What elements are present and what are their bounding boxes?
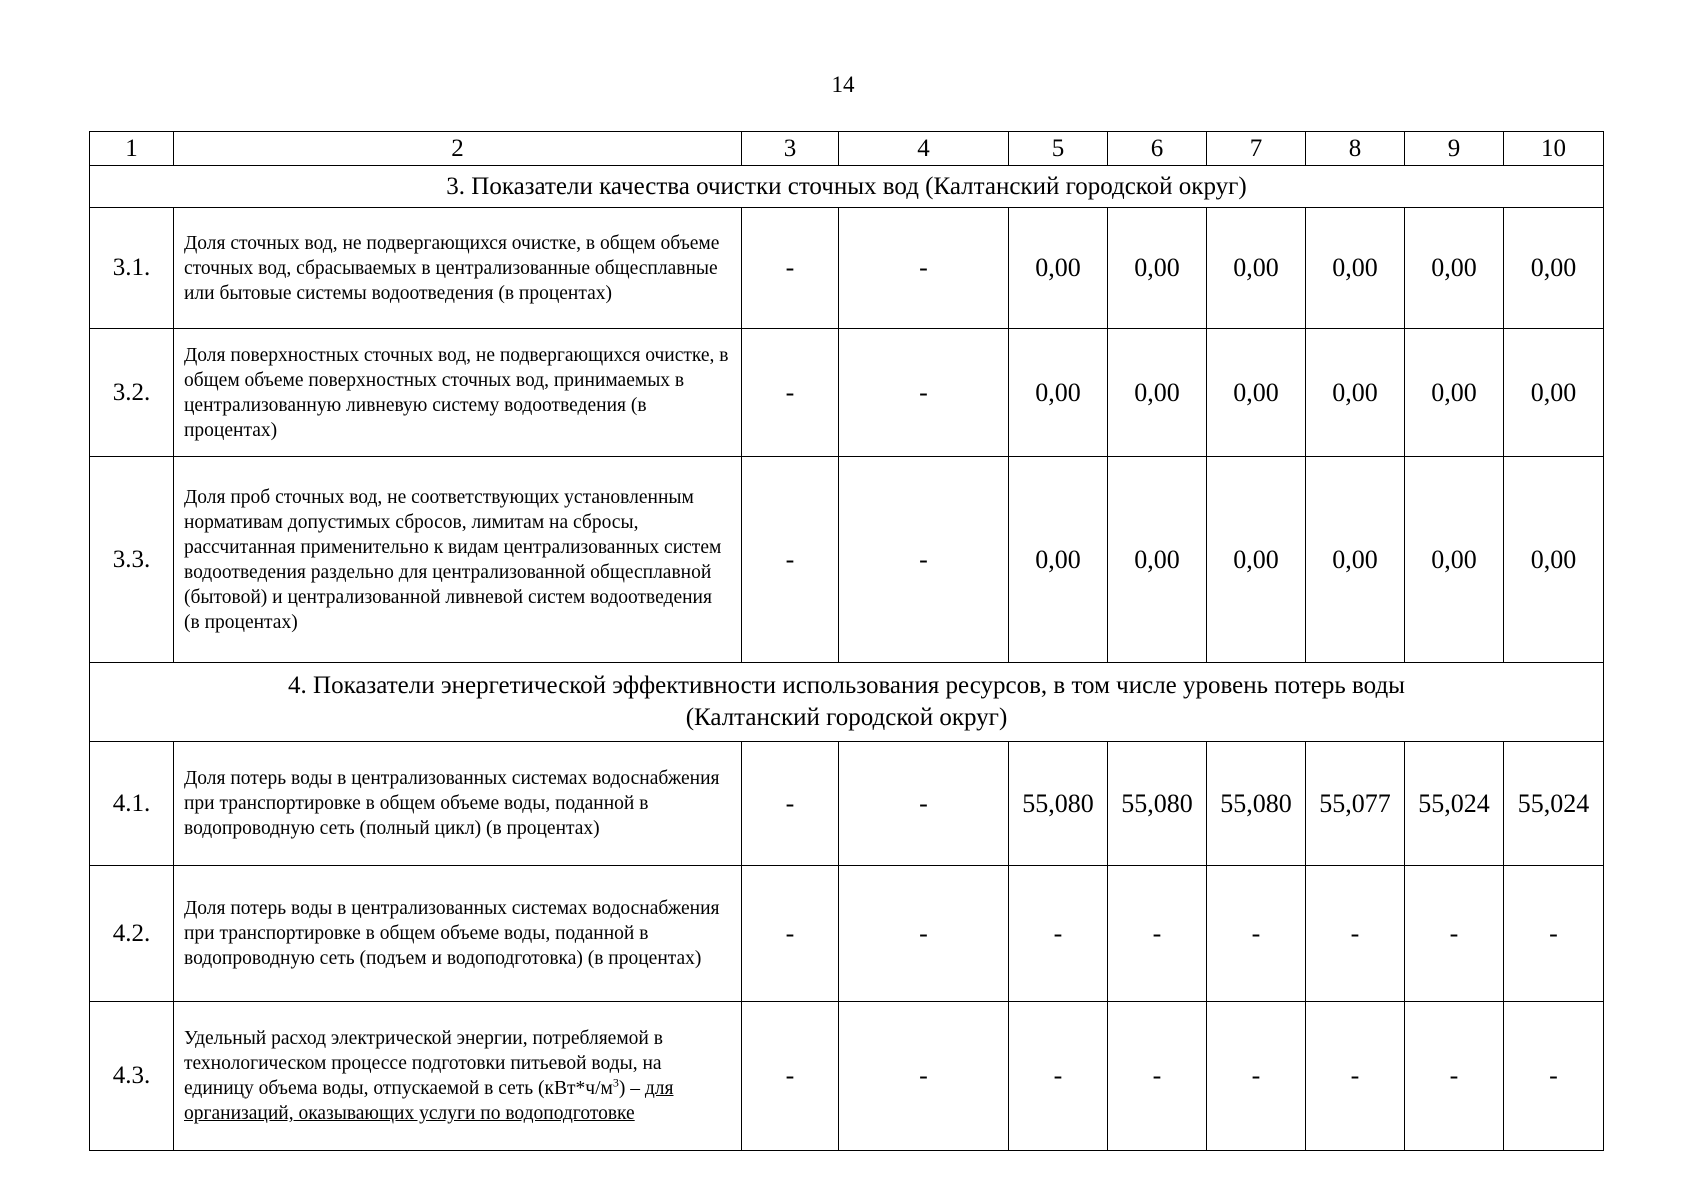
value-cell: 0,00 [1207, 208, 1306, 329]
row-description: Доля потерь воды в централизованных системах водоснабжения при транспортировке в общем объеме воды, поданной в водопроводную сеть (подъем и водоподготовка) (в процентах) [174, 866, 742, 1002]
row-description-underlined: для организаций, оказывающих услуги по водоподготовке [184, 1078, 674, 1124]
column-header: 6 [1108, 132, 1207, 166]
section-3-header-row [90, 166, 1604, 208]
value-cell: - [1306, 1002, 1405, 1151]
value-cell: - [742, 457, 839, 663]
table-row [90, 866, 1604, 1002]
table-row [90, 208, 1604, 329]
value-cell: 0,00 [1207, 457, 1306, 663]
value-cell: 0,00 [1108, 329, 1207, 457]
page-number: 14 [831, 72, 855, 97]
value-cell: - [742, 208, 839, 329]
section-4-title-line-2: (Калтанский городской округ) [685, 704, 1008, 731]
row-number: 3.3. [90, 457, 174, 663]
value-cell: 55,080 [1207, 742, 1306, 866]
value-cell: - [1108, 1002, 1207, 1151]
value-cell: - [1207, 866, 1306, 1002]
value-cell: 0,00 [1207, 329, 1306, 457]
value-cell: - [839, 742, 1009, 866]
row-description-text-tail: ) – [618, 1078, 640, 1099]
value-cell: - [1405, 866, 1504, 1002]
value-cell: 0,00 [1306, 457, 1405, 663]
row-number: 3.1. [90, 208, 174, 329]
section-3-title: 3. Показатели качества очистки сточных вод (Калтанский городской округ) [90, 166, 1604, 208]
value-cell: 0,00 [1108, 457, 1207, 663]
value-cell: - [839, 457, 1009, 663]
row-number: 4.3. [90, 1002, 174, 1151]
value-cell: - [1504, 866, 1604, 1002]
value-cell: 0,00 [1009, 208, 1108, 329]
value-cell: - [742, 866, 839, 1002]
row-description: Доля поверхностных сточных вод, не подвергающихся очистке, в общем объеме поверхностных сточных вод, принимаемых в централизованную ливневую систему водоотведения (в процентах) [174, 329, 742, 457]
row-number: 4.1. [90, 742, 174, 866]
column-header: 4 [839, 132, 1009, 166]
value-cell: - [1306, 866, 1405, 1002]
column-header: 5 [1009, 132, 1108, 166]
value-cell: 0,00 [1405, 208, 1504, 329]
table-row [90, 742, 1604, 866]
value-cell: - [839, 208, 1009, 329]
indicators-table [89, 131, 1604, 1151]
value-cell: - [839, 1002, 1009, 1151]
value-cell: - [1108, 866, 1207, 1002]
value-cell: 0,00 [1504, 208, 1604, 329]
value-cell: - [839, 866, 1009, 1002]
value-cell: 0,00 [1504, 457, 1604, 663]
column-number-row [90, 132, 1604, 166]
section-4-header-row [90, 663, 1604, 742]
value-cell: 55,080 [1108, 742, 1207, 866]
row-description: Доля проб сточных вод, не соответствующих установленным нормативам допустимых сбросов, лимитам на сбросы, рассчитанная применительно к видам централизованных систем водоотведения раздельно для централизованной общесплавной (бытовой) и централизованной ливневой систем водоотведения (в процентах) [174, 457, 742, 663]
value-cell: 0,00 [1009, 329, 1108, 457]
row-description [174, 1002, 742, 1151]
value-cell: - [742, 329, 839, 457]
table-row [90, 1002, 1604, 1151]
row-description-text: Удельный расход электрической энергии, потребляемой в технологическом процессе подготовки питьевой воды, на единицу объема воды, отпускаемой в сеть (кВт*ч/м [184, 1028, 663, 1099]
value-cell: - [1504, 1002, 1604, 1151]
value-cell: 0,00 [1405, 329, 1504, 457]
row-number: 4.2. [90, 866, 174, 1002]
column-header: 3 [742, 132, 839, 166]
column-header: 8 [1306, 132, 1405, 166]
value-cell: 0,00 [1504, 329, 1604, 457]
column-header: 7 [1207, 132, 1306, 166]
value-cell: 0,00 [1009, 457, 1108, 663]
row-description: Доля потерь воды в централизованных системах водоснабжения при транспортировке в общем объеме воды, поданной в водопроводную сеть (полный цикл) (в процентах) [174, 742, 742, 866]
value-cell: 0,00 [1108, 208, 1207, 329]
value-cell: - [1009, 866, 1108, 1002]
value-cell: 0,00 [1405, 457, 1504, 663]
value-cell: 0,00 [1306, 208, 1405, 329]
value-cell: - [839, 329, 1009, 457]
section-4-title [90, 663, 1604, 742]
value-cell: 55,024 [1405, 742, 1504, 866]
superscript: 3 [612, 1075, 619, 1090]
value-cell: - [1009, 1002, 1108, 1151]
table-row [90, 457, 1604, 663]
column-header: 10 [1504, 132, 1604, 166]
section-4-title-line-1: 4. Показатели энергетической эффективности использования ресурсов, в том числе уровень потерь воды [288, 672, 1405, 699]
column-header: 2 [174, 132, 742, 166]
value-cell: 55,024 [1504, 742, 1604, 866]
value-cell: - [1405, 1002, 1504, 1151]
value-cell: - [742, 1002, 839, 1151]
row-description: Доля сточных вод, не подвергающихся очистке, в общем объеме сточных вод, сбрасываемых в централизованные общесплавные или бытовые системы водоотведения (в процентах) [174, 208, 742, 329]
column-header: 1 [90, 132, 174, 166]
value-cell: 55,080 [1009, 742, 1108, 866]
row-number: 3.2. [90, 329, 174, 457]
value-cell: - [742, 742, 839, 866]
value-cell: 55,077 [1306, 742, 1405, 866]
value-cell: - [1207, 1002, 1306, 1151]
value-cell: 0,00 [1306, 329, 1405, 457]
table-row [90, 329, 1604, 457]
column-header: 9 [1405, 132, 1504, 166]
